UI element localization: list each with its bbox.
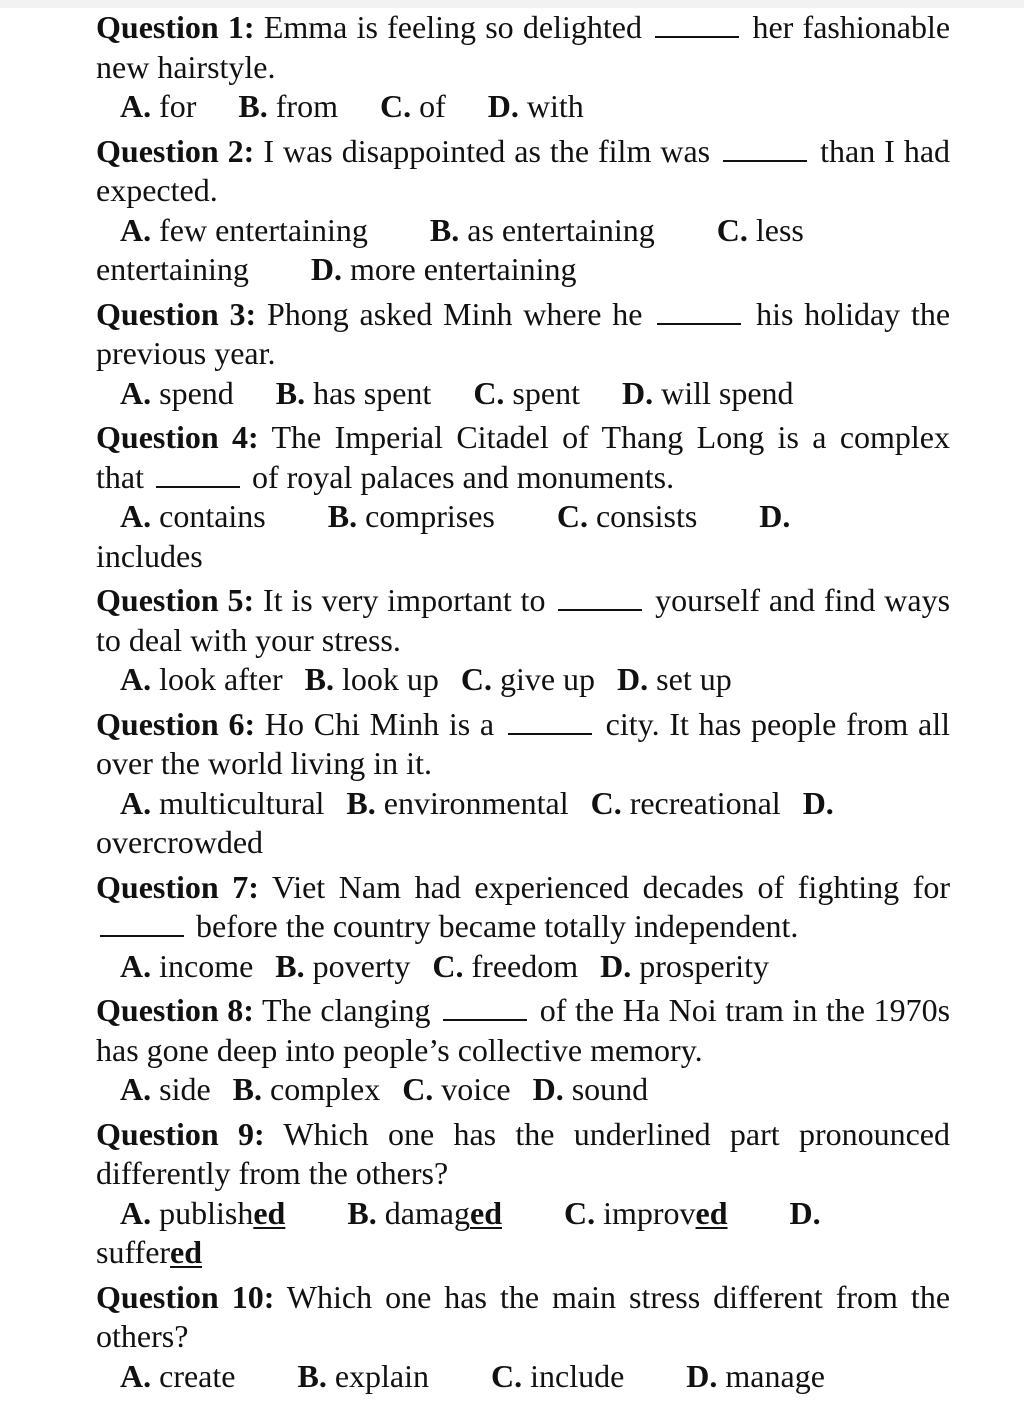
option-c (491, 1358, 624, 1394)
question-10 (96, 1278, 950, 1397)
question-9 (96, 1115, 950, 1273)
option-letter: D. (759, 498, 791, 534)
option-letter: C. (460, 661, 492, 697)
question-label: Question 3: (96, 295, 257, 332)
question-stem-after: his holiday the previous year. (96, 295, 951, 371)
option-letter: C. (432, 947, 464, 984)
option-b (328, 498, 495, 534)
question-stem-after: yourself and find ways to deal with your stress. (96, 582, 951, 658)
option-letter: D. (621, 374, 654, 411)
option-text: of (419, 88, 446, 124)
question-stem-after: before the country became totally independent. (196, 908, 799, 944)
option-text: overcrowded (96, 824, 264, 860)
question-label: Question 9: (96, 1115, 265, 1152)
option-letter: B. (238, 88, 268, 124)
question-stem-before: It is very important to (263, 582, 546, 618)
option-text: will spend (661, 374, 794, 411)
option-letter: A. (120, 1194, 152, 1231)
option-text: comprises (365, 498, 495, 534)
underlined-part: ed (170, 1234, 203, 1270)
option-stem: suffer (96, 1234, 171, 1270)
option-b (347, 1195, 502, 1231)
option-a (120, 498, 266, 534)
question-8-text (96, 991, 950, 1070)
options-row (96, 660, 950, 700)
option-letter: C. (716, 211, 748, 248)
option-d (533, 1071, 649, 1107)
option-text: has spent (313, 374, 432, 411)
options-row (96, 947, 950, 987)
question-10-text (96, 1278, 950, 1357)
options-row (96, 1357, 950, 1397)
question-label: Question 5: (96, 582, 255, 618)
question-1-text (96, 8, 950, 87)
option-letter: C. (402, 1071, 434, 1107)
option-letter: B. (346, 784, 376, 821)
option-letter: C. (563, 1194, 596, 1231)
option-letter: C. (379, 88, 412, 124)
question-label: Question 1: (96, 9, 255, 45)
option-letter: A. (120, 211, 152, 248)
option-text: multicultural (159, 784, 325, 821)
question-6 (96, 705, 950, 863)
option-letter: B. (297, 1357, 327, 1394)
question-stem-after: city. It has people from all over the world living in it. (96, 705, 951, 781)
option-text: manage (725, 1357, 825, 1394)
option-b (233, 1071, 381, 1107)
option-text: voice (441, 1071, 511, 1107)
option-text: poverty (312, 947, 411, 984)
question-stem-after: of the Ha Noi tram in the 1970s has gone deep into people’s collective memory. (96, 992, 951, 1068)
option-text: set up (656, 661, 732, 697)
option-letter: B. (429, 211, 460, 248)
option-text: spend (159, 374, 234, 411)
option-a (120, 661, 283, 697)
option-d (622, 375, 794, 411)
option-d (311, 251, 577, 287)
question-stem-after: than I had expected. (96, 132, 951, 208)
question-7 (96, 868, 950, 987)
question-stem: Which one has the main stress different from the others? (96, 1278, 951, 1354)
option-text: look after (159, 661, 283, 697)
option-text: income (159, 947, 254, 984)
option-letter: C. (473, 374, 505, 411)
question-label: Question 10: (96, 1278, 275, 1315)
option-text: look up (341, 661, 439, 697)
question-stem: Which one has the underlined part pronounced differently from the others? (96, 1115, 951, 1191)
option-a (120, 212, 368, 248)
question-4-text (96, 418, 950, 497)
option-letter: D. (532, 1071, 564, 1107)
option-text: prosperity (639, 947, 769, 984)
options-row (96, 211, 950, 290)
option-letter: D. (310, 251, 342, 287)
top-bar (0, 0, 1024, 8)
option-c (432, 948, 578, 984)
question-stem-after: of royal palaces and monuments. (251, 458, 675, 495)
option-letter: A. (120, 661, 152, 697)
option-letter: A. (120, 498, 152, 534)
option-b (275, 948, 410, 984)
option-b (297, 1358, 429, 1394)
option-text: side (159, 1071, 211, 1107)
answer-blank (657, 297, 741, 325)
option-a (120, 375, 234, 411)
option-stem: improv (603, 1194, 696, 1231)
question-stem-before: Emma is feeling so delighted (263, 9, 642, 45)
options-row (96, 497, 950, 576)
option-b (430, 212, 655, 248)
option-a (120, 948, 253, 984)
question-label: Question 7: (96, 868, 259, 905)
question-stem-before: The Imperial Citadel of Thang Long is a complex that (96, 419, 951, 495)
answer-blank (655, 10, 739, 38)
option-c (591, 785, 781, 821)
underlined-part: ed (469, 1194, 502, 1231)
option-letter: B. (347, 1194, 377, 1231)
option-text: complex (270, 1071, 381, 1107)
option-letter: A. (120, 374, 152, 411)
option-letter: A. (120, 1071, 152, 1107)
answer-blank (558, 583, 642, 611)
question-6-text (96, 705, 950, 784)
option-text: contains (159, 498, 266, 534)
option-letter: D. (487, 88, 519, 124)
option-letter: B. (304, 661, 334, 697)
option-letter: C. (556, 498, 588, 534)
option-c (380, 88, 446, 124)
option-text: create (159, 1357, 236, 1394)
option-a (120, 1195, 285, 1231)
option-d (686, 1358, 825, 1394)
option-text: with (526, 88, 584, 124)
question-5 (96, 581, 950, 700)
question-label: Question 2: (96, 132, 255, 169)
option-text: consists (595, 498, 698, 534)
option-a (120, 785, 324, 821)
option-letter: A. (120, 784, 152, 821)
option-d (617, 661, 732, 697)
option-letter: A. (120, 88, 152, 124)
question-stem-before: I was disappointed as the film was (263, 132, 711, 169)
option-text: few entertaining (159, 211, 368, 248)
option-letter: D. (686, 1357, 718, 1394)
question-stem-before: Viet Nam had experienced decades of fighting for (272, 868, 951, 905)
option-text: give up (499, 661, 596, 697)
options-row (96, 1070, 950, 1110)
answer-blank (508, 707, 592, 735)
option-text: more entertaining (349, 251, 577, 287)
option-text: less entertaining (96, 211, 804, 287)
question-stem-before: Ho Chi Minh is a (264, 705, 495, 742)
option-stem: damag (384, 1194, 470, 1231)
option-letter: A. (120, 947, 152, 984)
underlined-part: ed (695, 1194, 728, 1231)
option-text: include (530, 1357, 625, 1394)
option-letter: A. (120, 1357, 152, 1394)
option-c (557, 498, 697, 534)
answer-blank (100, 909, 184, 937)
option-stem: publish (159, 1194, 254, 1231)
option-letter: B. (232, 1071, 262, 1107)
option-letter: D. (802, 784, 834, 821)
option-b (346, 785, 568, 821)
option-text: from (275, 88, 338, 124)
option-text: sound (571, 1071, 649, 1107)
option-text: recreational (629, 784, 781, 821)
option-c (402, 1071, 510, 1107)
question-label: Question 4: (96, 419, 259, 455)
option-c (461, 661, 595, 697)
option-letter: B. (275, 374, 306, 411)
option-b (305, 661, 439, 697)
options-row (96, 87, 950, 127)
question-label: Question 6: (96, 705, 256, 742)
question-8 (96, 991, 950, 1110)
option-d (488, 88, 584, 124)
option-a (120, 88, 196, 124)
question-stem-before: Phong asked Minh where he (266, 295, 643, 332)
question-5-text (96, 581, 950, 660)
question-stem-after: her fashionable new hairstyle. (96, 9, 951, 85)
option-letter: D. (600, 947, 632, 984)
option-c (564, 1195, 728, 1231)
question-3-text (96, 295, 950, 374)
answer-blank (156, 460, 240, 488)
option-text: environmental (383, 784, 569, 821)
option-c (473, 375, 580, 411)
question-1 (96, 8, 950, 127)
options-row (96, 784, 950, 863)
option-a (120, 1358, 235, 1394)
question-7-text (96, 868, 950, 947)
question-9-text (96, 1115, 950, 1194)
option-b (276, 375, 432, 411)
option-d (600, 948, 769, 984)
options-row (96, 1194, 950, 1273)
option-letter: C. (491, 1357, 523, 1394)
answer-blank (443, 993, 527, 1021)
option-text: for (159, 88, 197, 124)
worksheet (96, 8, 950, 1401)
option-a (120, 1071, 211, 1107)
option-letter: B. (275, 947, 305, 984)
underlined-part: ed (253, 1194, 286, 1231)
question-3 (96, 295, 950, 414)
question-label: Question 8: (96, 992, 254, 1028)
option-b (238, 88, 338, 124)
option-text: spent (512, 374, 580, 411)
question-2 (96, 132, 950, 290)
question-2-text (96, 132, 950, 211)
answer-blank (723, 134, 807, 162)
question-4 (96, 418, 950, 576)
question-stem-before: The clanging (261, 992, 431, 1028)
option-text: includes (96, 537, 203, 574)
option-letter: C. (590, 784, 622, 821)
option-text: explain (334, 1357, 429, 1394)
option-text: freedom (471, 947, 579, 984)
options-row (96, 374, 950, 414)
option-letter: D. (789, 1194, 821, 1231)
option-text: as entertaining (467, 211, 655, 248)
option-letter: D. (617, 661, 649, 697)
option-letter: B. (327, 498, 358, 534)
